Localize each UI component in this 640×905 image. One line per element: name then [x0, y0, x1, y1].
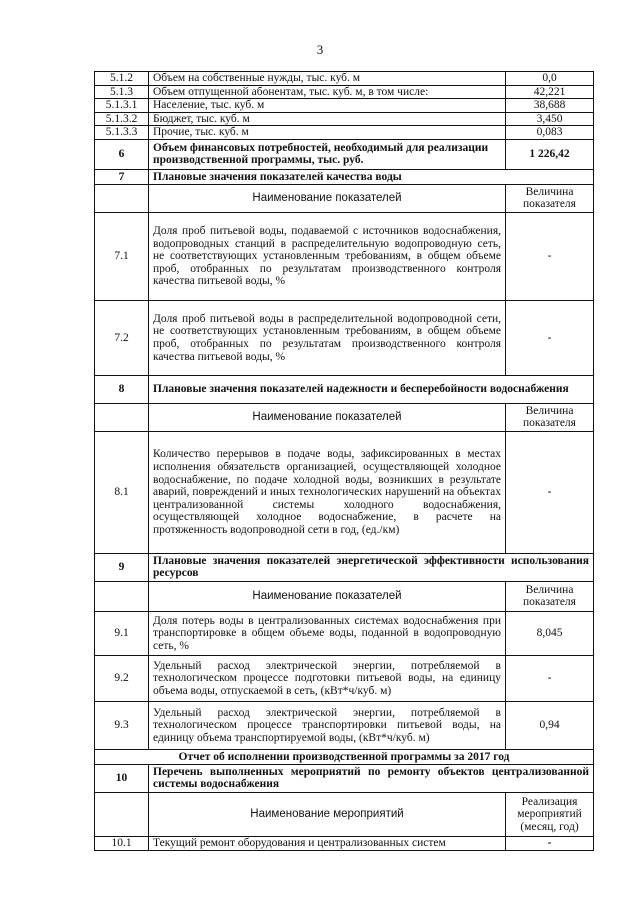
row-number: 5.1.3 — [95, 85, 149, 99]
row-description: Прочие, тыс. куб. м — [149, 126, 506, 140]
row-number: 5.1.3.3 — [95, 126, 149, 140]
row-description: Количество перерывов в подаче воды, зафиксированных в местах исполнения обязательств организацией, осуществляющей холодное водоснабжение, по подаче холодной воды, возникших в результате аварий, повреждений и иных технологических нарушений на объектах централизованной системы холодного водоснабжения, осуществляющей холодное водоснабжение, в расчете на протяженность водопроводной сети в год, (ед./км) — [149, 431, 506, 553]
row-description: Удельный расход электрической энергии, потребляемой в технологическом процессе подготовки питьевой воды, на единицу объема воды, отпускаемой в сеть, (кВт*ч/куб. м) — [149, 655, 506, 701]
row-number: 9.2 — [95, 655, 149, 701]
section-row — [95, 375, 594, 403]
section-number: 7 — [95, 169, 149, 184]
table-row — [95, 212, 594, 300]
row-number: 7.2 — [95, 300, 149, 375]
row-value: - — [506, 212, 594, 300]
row-number: 9.3 — [95, 701, 149, 749]
column-header-name: Наименование мероприятий — [149, 792, 506, 836]
program-table — [94, 71, 594, 851]
row-number: 10.1 — [95, 836, 149, 850]
table-row — [95, 701, 594, 749]
row-value: - — [506, 836, 594, 850]
row-value: 0,94 — [506, 701, 594, 749]
header-row — [95, 792, 594, 836]
table-row — [95, 431, 594, 553]
row-value: 42,221 — [506, 85, 594, 99]
table-row — [95, 72, 594, 86]
row-value: 0,083 — [506, 126, 594, 140]
section-number: 9 — [95, 553, 149, 581]
row-number: 5.1.3.1 — [95, 99, 149, 113]
row-number: 8.1 — [95, 431, 149, 553]
section-title: Плановые значения показателей энергетической эффективности использования ресурсов — [149, 553, 594, 581]
report-title-row — [95, 749, 594, 764]
page-number: 3 — [316, 42, 324, 57]
row-description: Удельный расход электрической энергии, потребляемой в технологическом процессе транспортировки питьевой воды, на единицу объема транспортируемой воды, (кВт*ч/куб. м) — [149, 701, 506, 749]
section-row — [95, 169, 594, 184]
table-row — [95, 126, 594, 140]
row-number: 9.1 — [95, 611, 149, 655]
row-value: 3,450 — [506, 112, 594, 126]
row-number: 5.1.3.2 — [95, 112, 149, 126]
row-description: Объем отпущенной абонентам, тыс. куб. м, в том числе: — [149, 85, 506, 99]
table-row — [95, 112, 594, 126]
header-row — [95, 184, 594, 212]
header-row — [95, 581, 594, 611]
column-header-value: Величина показателя — [506, 403, 594, 431]
section-title: Плановые значения показателей качества воды — [149, 169, 594, 184]
section-title: Перечень выполненных мероприятий по ремонту объектов централизованной системы водоснабжения — [149, 764, 594, 792]
row-value: - — [506, 300, 594, 375]
row-description: Доля проб питьевой воды в распределительной водопроводной сети, не соответствующих установленным требованиям, в общем объеме проб, отобранных по результатам производственного контроля качества питьевой воды, % — [149, 300, 506, 375]
column-header-value: Реализация мероприятий (месяц, год) — [506, 792, 594, 836]
section-value: 1 226,42 — [506, 139, 594, 169]
section-row — [95, 553, 594, 581]
column-header-value: Величина показателя — [506, 581, 594, 611]
row-number: 7.1 — [95, 212, 149, 300]
column-header-name: Наименование показателей — [149, 184, 506, 212]
section-row — [95, 139, 594, 169]
table-row — [95, 99, 594, 113]
section-number: 10 — [95, 764, 149, 792]
section-row — [95, 764, 594, 792]
column-header-value: Величина показателя — [506, 184, 594, 212]
row-description: Бюджет, тыс. куб. м — [149, 112, 506, 126]
row-description: Текущий ремонт оборудования и централизованных систем — [149, 836, 506, 850]
row-value: - — [506, 655, 594, 701]
table-row — [95, 655, 594, 701]
row-value: 8,045 — [506, 611, 594, 655]
table-row — [95, 611, 594, 655]
row-description: Население, тыс. куб. м — [149, 99, 506, 113]
section-number: 6 — [95, 139, 149, 169]
row-value: - — [506, 431, 594, 553]
section-number: 8 — [95, 375, 149, 403]
row-value: 0,0 — [506, 72, 594, 86]
table-row — [95, 300, 594, 375]
table-row — [95, 836, 594, 850]
row-value: 38,688 — [506, 99, 594, 113]
row-number: 5.1.2 — [95, 72, 149, 86]
section-description: Объем финансовых потребностей, необходимый для реализации производственной программы, тыс. руб. — [149, 139, 506, 169]
header-row — [95, 403, 594, 431]
column-header-name: Наименование показателей — [149, 403, 506, 431]
column-header-name: Наименование показателей — [149, 581, 506, 611]
section-title: Плановые значения показателей надежности и бесперебойности водоснабжения — [149, 375, 594, 403]
row-description: Объем на собственные нужды, тыс. куб. м — [149, 72, 506, 86]
row-description: Доля потерь воды в централизованных системах водоснабжения при транспортировке в общем объеме воды, поданной в водопроводную сеть, % — [149, 611, 506, 655]
row-description: Доля проб питьевой воды, подаваемой с источников водоснабжения, водопроводных станций в распределительную водопроводную сеть, не соответствующих установленным требованиям, в общем объеме проб, отобранных по результатам производственного контроля качества питьевой воды, % — [149, 212, 506, 300]
report-title: Отчет об исполнении производственной программы за 2017 год — [95, 749, 594, 764]
table-row — [95, 85, 594, 99]
